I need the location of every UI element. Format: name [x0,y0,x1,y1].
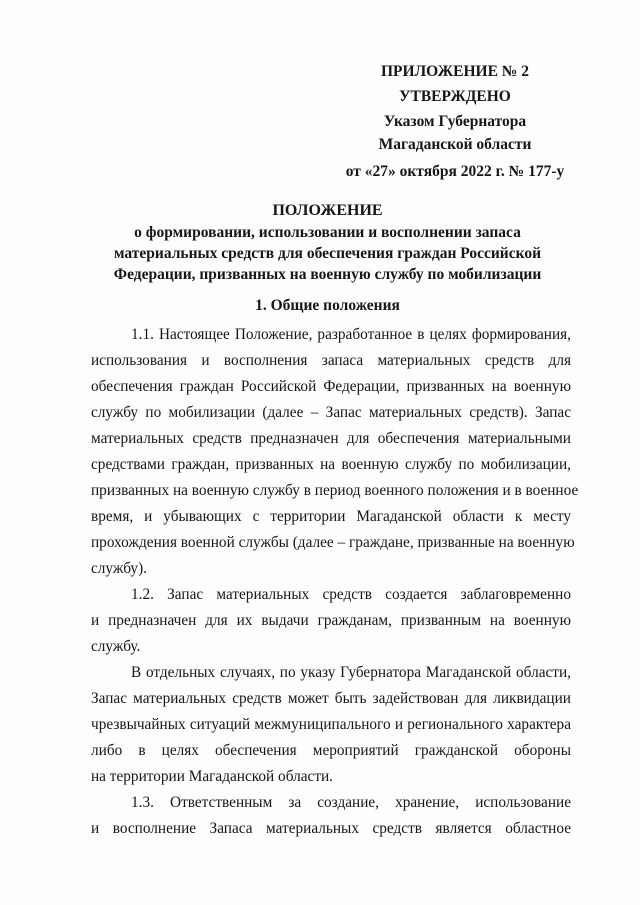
text-line: службу. [91,638,141,655]
text-line: на территории Магаданской области. [91,768,334,785]
subtitle-line: Федерации, призванных на военную службу по мобилизации [113,266,542,283]
text-line: использования и восполнения запаса материальных средств для [91,352,571,369]
approved-by-line-2: Магаданской области [378,136,532,153]
text-line: чрезвычайных ситуаций межмуниципального и регионального характера [91,716,571,733]
text-line: 1.3. Ответственным за создание, хранение, использование [131,794,571,811]
text-line: прохождения военной службы (далее – граждане, призванные на военную [91,534,575,551]
approved-by-line-1: Указом Губернатора [383,113,527,130]
text-line: либо в целях обеспечения мероприятий гражданской обороны [91,742,571,759]
body-text [91,322,579,842]
text-line: и предназначен для их выдачи гражданам, призванным на военную [91,612,571,629]
text-line: обеспечения граждан Российской Федерации, призванных на военную [91,378,571,395]
decree-date: от «27» октября 2022 г. № 177-у [345,163,565,180]
text-line: время, и убывающих с территории Магаданской области к месту [91,508,571,525]
document-subtitle [60,222,595,285]
text-line: 1.2. Запас материальных средств создается заблаговременно [131,586,571,603]
text-line: службу). [91,560,148,577]
text-line: Запас материальных средств может быть задействован для ликвидации [91,690,571,707]
subtitle-line: о формировании, использовании и восполнении запаса [134,224,521,241]
text-line: В отдельных случаях, по указу Губернатора Магаданской области, [131,664,571,681]
approved-label: УТВЕРЖДЕНО [399,88,511,105]
text-line: материальных средств предназначен для обеспечения материальными [91,430,571,447]
text-line: и восполнение Запаса материальных средств является областное [91,820,571,837]
text-line: 1.1. Настоящее Положение, разработанное в целях формирования, [131,326,571,343]
text-line: службу по мобилизации (далее – Запас материальных средств). Запас [91,404,571,421]
text-line: призванных на военную службу в период военного положения и в военное [91,482,579,499]
document-title: ПОЛОЖЕНИЕ [272,202,383,219]
section-heading: 1. Общие положения [255,297,400,314]
approval-block [330,60,580,183]
subtitle-line: материальных средств для обеспечения граждан Российской [113,245,542,262]
appendix-number: ПРИЛОЖЕНИЕ № 2 [381,63,529,80]
text-line: средствами граждан, призванных на военную службу по мобилизации, [91,456,571,473]
